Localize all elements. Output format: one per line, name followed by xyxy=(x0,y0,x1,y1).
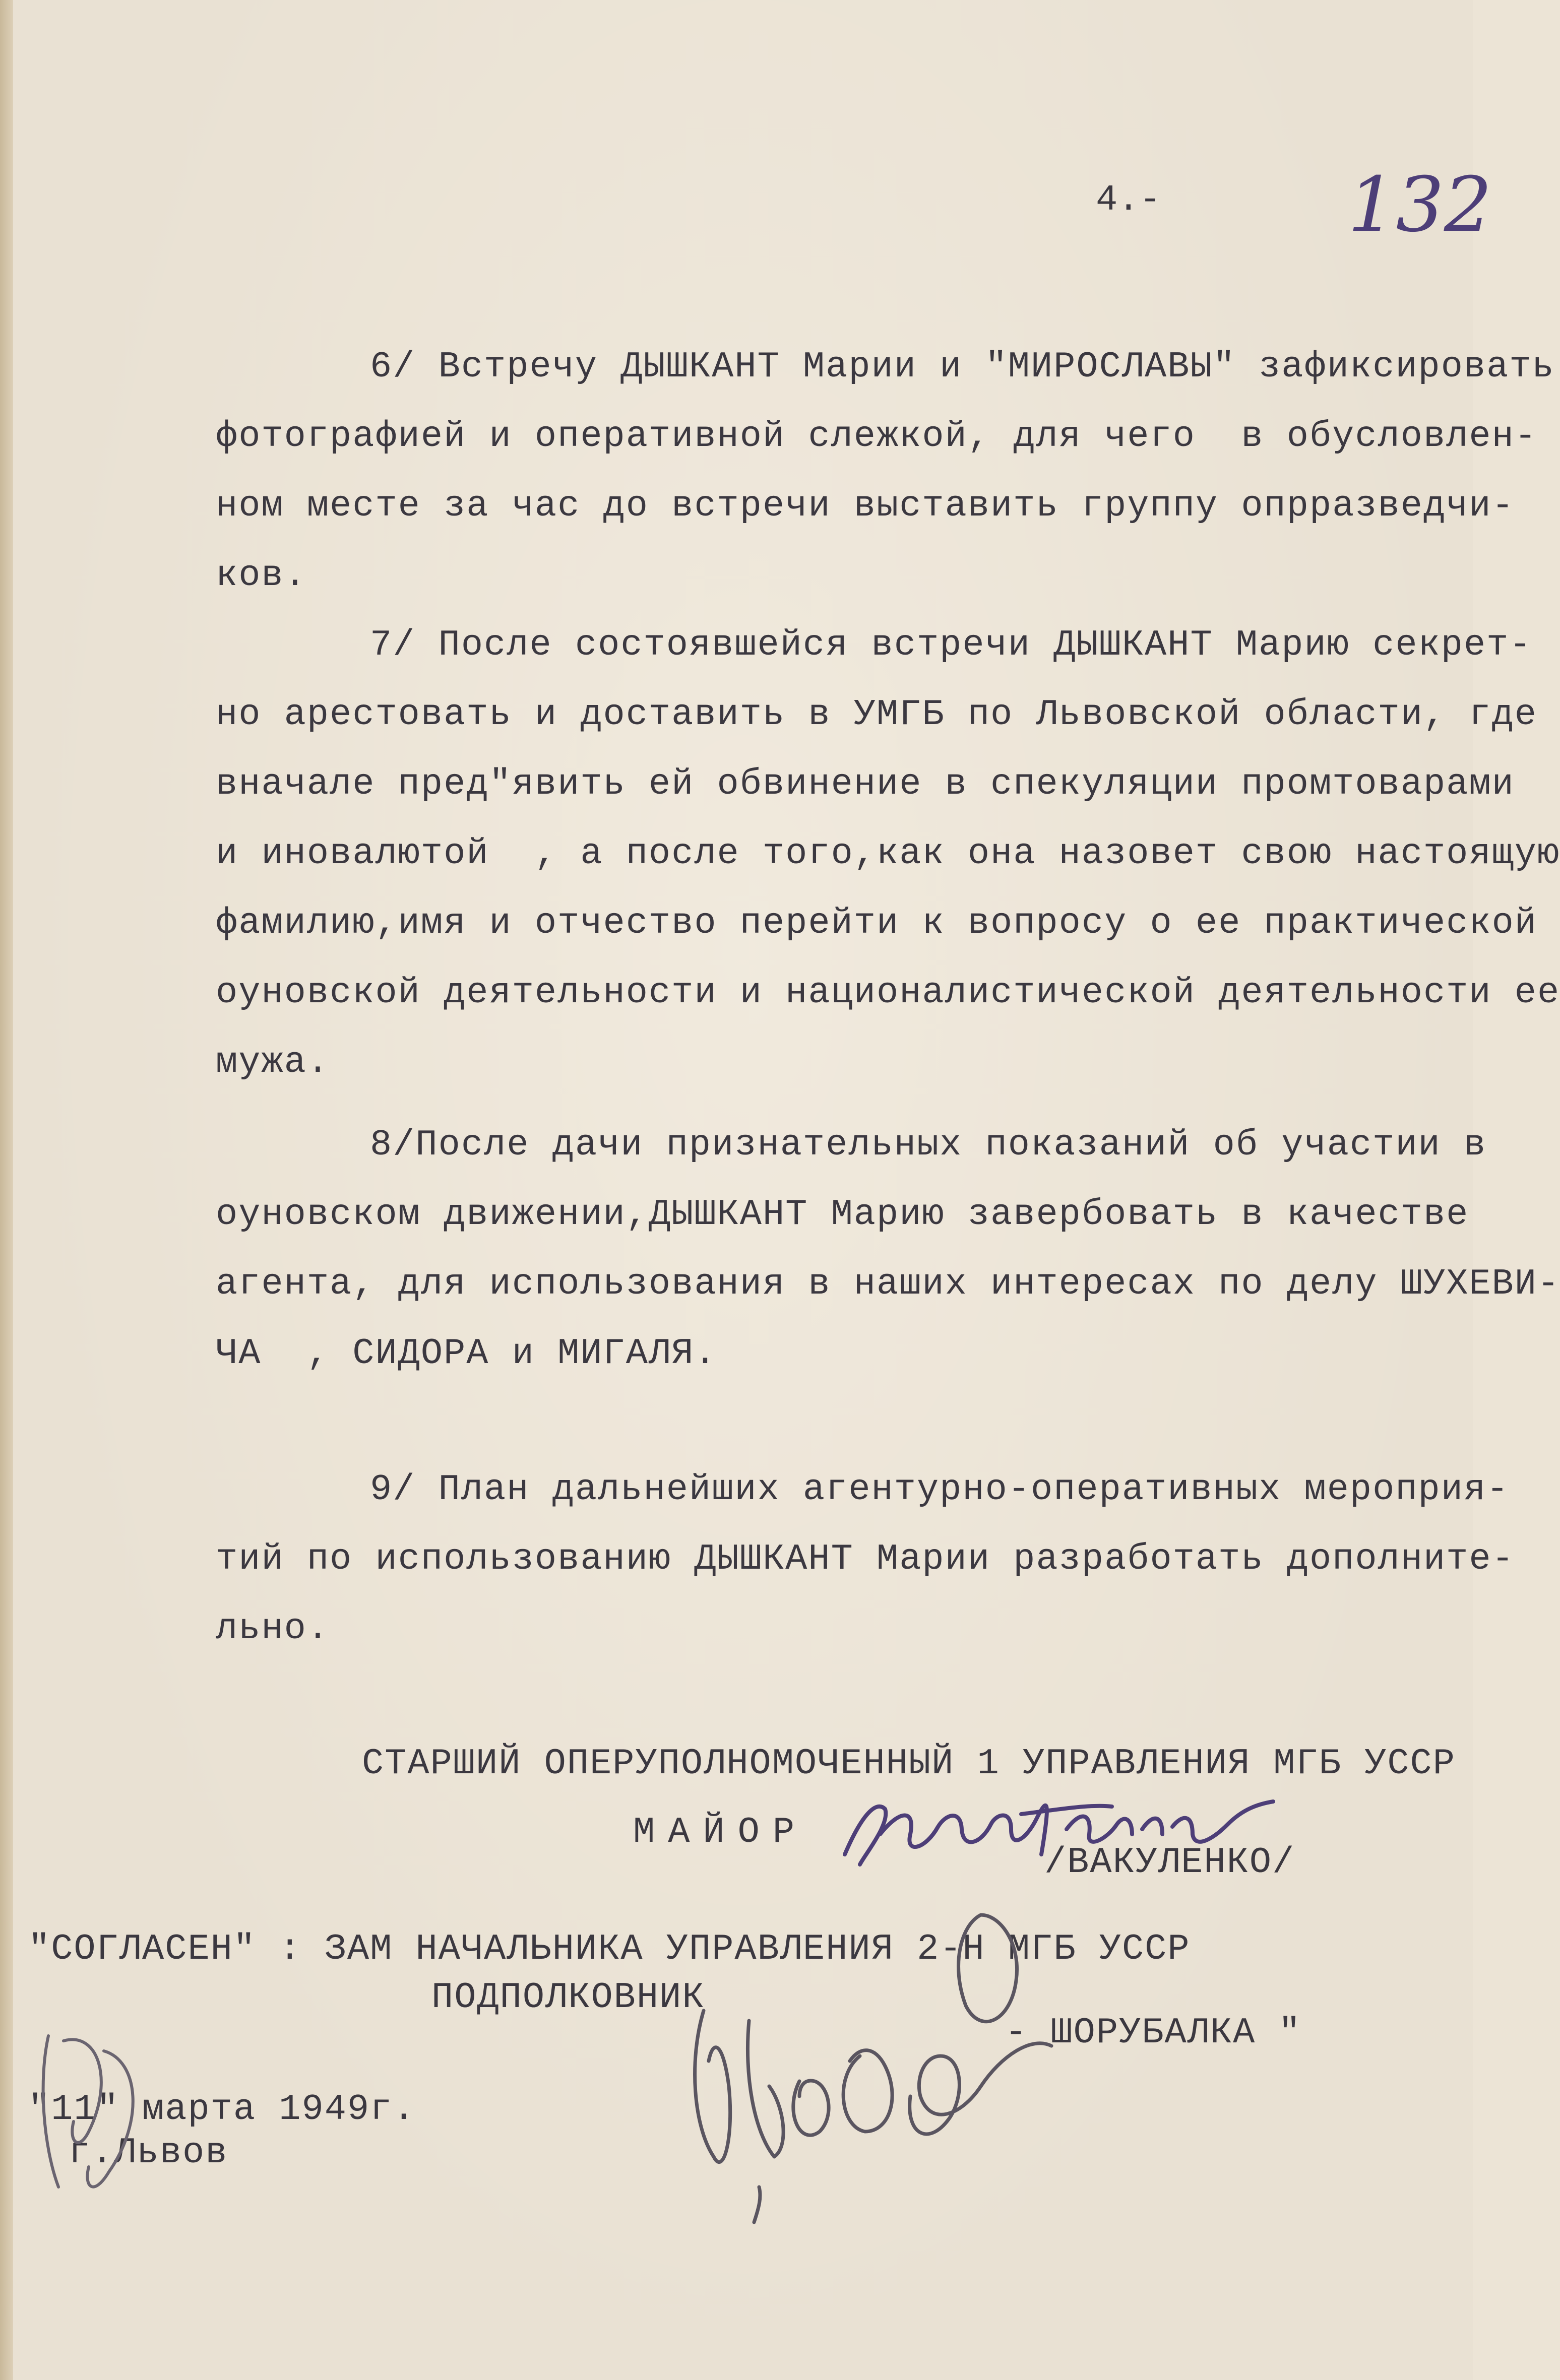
paragraph-line: 6/ Встречу ДЫШКАНТ Марии и "МИРОСЛАВЫ" зафиксировать xyxy=(370,346,1555,388)
paragraph-line: льно. xyxy=(216,1608,330,1649)
paragraph-line: оуновском движении,ДЫШКАНТ Марию завербовать в качестве xyxy=(216,1194,1469,1235)
paragraph-line: агента, для использования в наших интересах по делу ШУХЕВИ- xyxy=(216,1263,1560,1305)
paragraph-line: вначале пред"явить ей обвинение в спекуляции промтоварами xyxy=(216,763,1515,805)
paragraph-line: но арестовать и доставить в УМГБ по Львовской области, где xyxy=(216,694,1538,735)
paragraph-line: 7/ После состоявшейся встречи ДЫШКАНТ Марию секрет- xyxy=(370,624,1532,666)
paragraph-line: и иновалютой , а после того,как она назовет свою настоящую xyxy=(216,833,1560,874)
pencil-signature xyxy=(668,1895,1172,2247)
paragraph-line: фамилию,имя и отчество перейти к вопросу о ее практической xyxy=(216,903,1538,944)
signer-name: /ВАКУЛЕНКО/ xyxy=(1044,1842,1295,1883)
approval-name: - ШОРУБАЛКА " xyxy=(1005,2012,1301,2053)
approval-label: "СОГЛАСЕН" : ЗАМ НАЧАЛЬНИКА УПРАВЛЕНИЯ 2-Н МГБ УССР xyxy=(28,1928,1191,1970)
initials-signature xyxy=(28,2021,159,2212)
paragraph-line: ков. xyxy=(216,555,307,596)
paragraph-line: фотографией и оперативной слежкой, для чего в обусловлен- xyxy=(216,416,1538,457)
page-number: 4.- xyxy=(1096,179,1161,221)
document-page xyxy=(13,0,1560,2380)
paragraph-line: мужа. xyxy=(216,1042,330,1083)
document-date: "11" марта 1949г. xyxy=(28,2089,416,2130)
document-place: г.Львов xyxy=(69,2132,228,2173)
archive-page-number: 132 xyxy=(1348,161,1492,249)
paragraph-line: ЧА , СИДОРА и МИГАЛЯ. xyxy=(216,1333,717,1374)
paragraph-line: тий по использованию ДЫШКАНТ Марии разработать дополните- xyxy=(216,1538,1515,1580)
signer-position: СТАРШИЙ ОПЕРУПОЛНОМОЧЕННЫЙ 1 УПРАВЛЕНИЯ МГБ УССР xyxy=(362,1743,1456,1784)
paragraph-line: 9/ План дальнейших агентурно-оперативных мероприя- xyxy=(370,1469,1510,1510)
approval-rank: ПОДПОЛКОВНИК xyxy=(431,1977,705,2018)
paragraph-line: 8/После дачи признательных показаний об участии в xyxy=(370,1124,1487,1166)
signer-rank: МАЙОР xyxy=(633,1812,808,1853)
ink-signature xyxy=(830,1779,1295,1883)
paragraph-line: ном месте за час до встречи выставить группу опрразведчи- xyxy=(216,485,1515,527)
paragraph-line: оуновской деятельности и националистической деятельности ее xyxy=(216,972,1560,1013)
paper-edge xyxy=(0,0,13,2380)
